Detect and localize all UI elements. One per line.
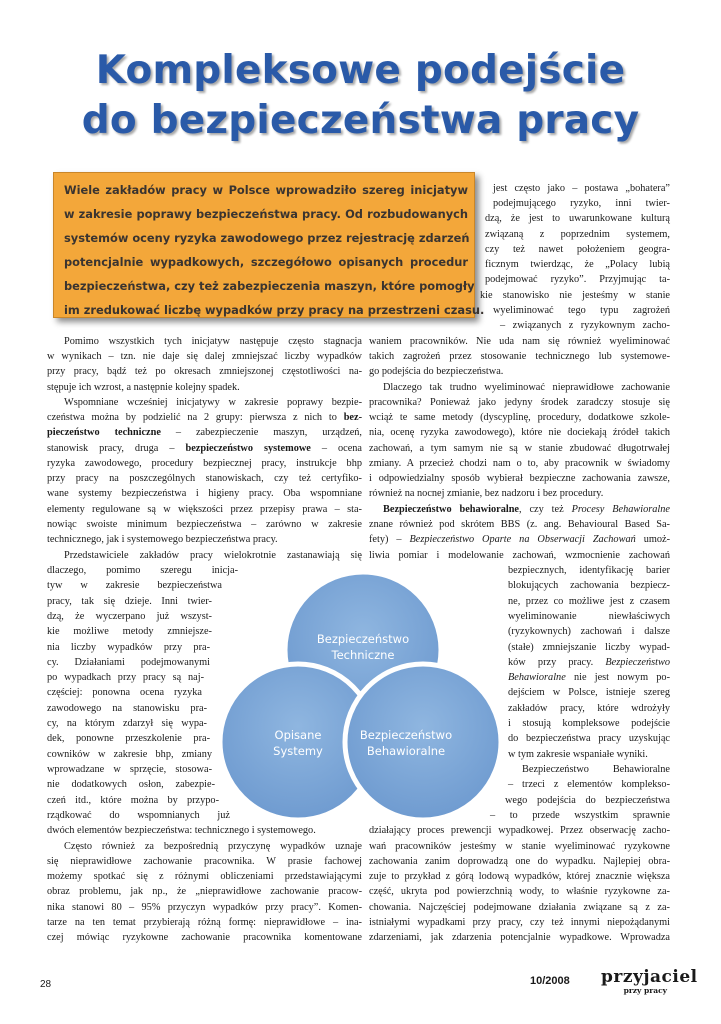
body-line: wego podejścia do bezpieczeństwa: [505, 795, 670, 806]
body-line: (stałe) zmniejszanie liczby wypad-: [508, 642, 670, 653]
body-line: w tym zakresie wspaniałe wyniki.: [508, 749, 648, 760]
lead-line: Wiele zakładów pracy w Polsce wprowadziło szereg inicjatyw: [64, 183, 468, 197]
body-line: [508, 670, 670, 685]
body-line: wciąż te same metody (dyscyplinę, procedury, dodatkowe szkole-: [369, 412, 670, 423]
lead-line: w zakresie poprawy bezpieczeństwa pracy. Od rozbudowanych: [64, 207, 468, 221]
body-text: umoż-: [635, 534, 671, 545]
body-line: nika stanowi 80 – 95% przyczyn wypadków przy pracy”. Komen-: [47, 902, 362, 913]
body-line: zmiany. A przecież chodzi nam o to, aby pracownik w świadomy: [369, 458, 670, 469]
body-line: tarze na ten temat przybierają różną formę: nieprawidłowe – ina-: [47, 917, 362, 928]
body-text: fety) –: [369, 534, 410, 545]
body-line: zdarzeniami, jak zdarzenia potencjalnie wypadkowe. Wprowadza: [369, 932, 670, 943]
body-line: cy. Działaniami podejmowanymi: [47, 657, 210, 668]
body-italic-text: Procesy Behawioralne: [571, 504, 671, 515]
body-line: obraz problemu, jak np., że „nieprawidłowe zachowanie pracow-: [47, 886, 362, 897]
body-line: takich zagrożeń przez stosowanie technicznego lub systemowe-: [369, 351, 670, 362]
body-line: wań pracowników jesteśmy w stanie wyeliminować ryzykowne: [369, 841, 670, 852]
body-line: kie możliwe metody zmniejsze-: [47, 626, 212, 637]
body-text: – zabezpieczenie maszyn, urządzeń,: [160, 427, 362, 438]
body-line: ne, przez co możliwe jest z czasem: [508, 596, 670, 607]
body-line: chowania. Najczęściej podejmowane działania związane są z za-: [369, 902, 670, 913]
body-line: dzą, że wyczerpano już wszyst-: [47, 611, 212, 622]
page-number: 28: [40, 979, 52, 990]
body-bold-text: bezpieczeństwo systemowe: [185, 443, 311, 454]
label-behavioral-1: Bezpieczeństwo: [359, 728, 453, 742]
body-line: bezpiecznych, identyfikację barier: [508, 565, 670, 576]
lead-line: im zredukować liczbę wypadków przy pracy na przestrzeni czasu.: [64, 303, 485, 317]
body-line: istniałymi wypadkami przy pracy, czy też innymi niepożądanymi: [369, 917, 670, 928]
body-line: stępuje ich wzrost, a następnie kolejny spadek.: [47, 382, 240, 393]
body-line: [383, 502, 670, 517]
magazine-logo-sub: przy pracy: [623, 986, 667, 995]
title-line-1: Kompleksowe podejście: [95, 48, 626, 93]
body-line: zawodowego na stanowisku pra-: [47, 703, 207, 714]
body-line: jest często jako – postawa „bohatera”: [493, 183, 670, 194]
body-text: nie jest nowym po-: [565, 672, 670, 683]
lead-line: potencjalnie wypadkowych, szczegółowo opisanych procedur: [64, 255, 468, 269]
body-line: zachowania zanim doprowadzą one do wypadku. Najlepiej obra-: [369, 856, 670, 867]
body-line: rządkować do wspomnianych już: [47, 810, 230, 821]
body-line: nowiąc swoiste minimum bezpieczeństwa – zarówno w zakresie: [47, 519, 362, 530]
body-line: cowników w zakresie bhp, zmiany: [47, 749, 212, 760]
body-line: dwóch elementów bezpieczeństwa: technicznego i systemowego.: [47, 825, 316, 836]
body-line: blokujących zachowania bezpiecz-: [508, 580, 670, 591]
body-line: część, ukryta pod powierzchnią wody, to właśnie ryzykowne za-: [369, 886, 670, 897]
body-line: wyeliminować tego typu zagrożeń: [493, 305, 670, 316]
body-line: waniem pracowników. Nie uda nam się również wyeliminować: [369, 336, 670, 347]
body-line: pracownika? Ponieważ jako jedyny środek zaradczy stosuje się: [369, 397, 670, 408]
body-line: związaną z poprzednim systemem,: [485, 229, 670, 240]
body-line: dlaczego, pomimo szeregu inicja-: [47, 565, 238, 576]
body-line: zakładów pracy, które wdrożyły: [508, 703, 670, 714]
body-line: przy pracy, bądź też po okresach zmniejszonej częstotliwości na-: [47, 366, 362, 377]
body-line: tyw w zakresie bezpieczeństwa: [47, 580, 222, 591]
issue-number: 10/2008: [530, 975, 570, 987]
body-text: stanowisk pracy, druga –: [47, 443, 186, 454]
body-line: podejmującego ryzyko, inni twier-: [493, 198, 670, 209]
body-line: – trzeci z elementów komplekso-: [508, 779, 670, 790]
body-text: ków przy pracy.: [508, 657, 606, 668]
body-line: zuje to przykład z górą lodową wypadków, której znacznie większa: [369, 871, 670, 882]
body-line: również na nocnej zmianie, bez nadzoru i bez procedury.: [369, 488, 604, 499]
body-line: nie dodatkowych osłon, zabezpie-: [47, 779, 215, 790]
label-technical-2: Techniczne: [331, 648, 395, 662]
body-line: [47, 441, 362, 456]
lead-box: [53, 172, 485, 318]
body-line: – to przede wszystkim sprawnie: [490, 810, 670, 821]
body-line: czej mówiąc ryzykowne zachowanie pracownika komentowane: [47, 932, 362, 943]
body-line: [47, 425, 362, 440]
circle-behavioral: [345, 664, 501, 820]
body-line: kie stanowisko nie jesteśmy w stanie: [480, 290, 670, 301]
body-text: czeństwa można by podzielić na 2 grupy: pierwsza z nich to: [47, 412, 344, 423]
magazine-logo: przyjaciel: [601, 967, 698, 987]
body-line: Wspomniane wcześniej inicjatywy w zakresie poprawy bezpie-: [64, 397, 362, 408]
body-line: zachowań, a tym samym nie są w stanie zbudować długotrwałej: [369, 443, 670, 454]
body-italic-text: Bezpieczeństwo: [605, 657, 670, 668]
body-line: go podejścia do bezpieczeństwa.: [369, 366, 504, 377]
body-line: dejściem w Polsce, istnieje szereg: [508, 687, 670, 698]
body-line: dek, ponowne przeszkolenie pra-: [47, 733, 210, 744]
body-line: czy też nawet położeniem geogra-: [485, 244, 670, 255]
label-systems-1: Opisane: [274, 728, 322, 742]
body-text: , czy też: [519, 504, 572, 515]
body-line: częściej: ponowna ocena ryzyka: [47, 687, 202, 698]
label-systems-2: Systemy: [273, 744, 323, 758]
body-italic-text: Behawioralne: [508, 672, 566, 683]
body-bold-text: bez-: [343, 412, 362, 423]
body-line: się nieprawidłowe zachowanie pracownika. W prasie fachowej: [47, 856, 362, 867]
body-line: – związanych z ryzykownym zacho-: [500, 320, 670, 331]
body-italic-text: Bezpieczeństwo Oparte na Obserwacji Zachowań: [409, 534, 636, 545]
venn-diagram: [218, 570, 508, 835]
body-line: znane również pod skrótem BBS (z. ang. Behavioural Based Sa-: [369, 519, 670, 530]
body-line: dzą, że jest to uwarunkowane kulturą: [485, 213, 670, 224]
body-line: Przedstawiciele zakładów pracy wielokrotnie zastanawiają się: [64, 550, 362, 561]
body-bold-text: pieczeństwo techniczne: [47, 427, 161, 438]
body-line: i odpowiedzialny sposób wybierał bezpieczne zachowania zawsze,: [369, 473, 670, 484]
body-text: – ocena: [310, 443, 363, 454]
body-bold-text: Bezpieczeństwo behawioralne: [383, 504, 520, 515]
body-line: ficznym twierdząc, że „Polacy lubią: [485, 259, 670, 270]
body-line: możemy spotkać się z różnymi obliczeniami przedstawiającymi: [47, 871, 362, 882]
lead-line: bezpieczeństwa, czy też zabezpieczenia maszyn, które pomogły: [64, 279, 475, 293]
body-line: czeń itd., które można by przypo-: [47, 795, 219, 806]
label-behavioral-2: Behawioralne: [366, 744, 446, 758]
body-line: w wynikach – tzn. nie daje się dalej zmniejszać liczby wypadków: [47, 351, 362, 362]
body-line: po wypadkach przy pracy są naj-: [47, 672, 204, 683]
body-line: nia liczby wypadków przy pra-: [47, 642, 210, 653]
lead-text: [64, 178, 485, 322]
body-line: pracy, tak się dzieje. Inni twier-: [47, 596, 212, 607]
body-line: [508, 655, 670, 670]
body-line: cy, na którym zdarzył się wypa-: [47, 718, 207, 729]
body-line: elementy regulowane są w większości przez przepisy prawa – sta-: [47, 504, 362, 515]
body-line: Pomimo wszystkich tych inicjatyw następuje często stagnacja: [64, 336, 362, 347]
body-line: przy pracy na poszczególnych stanowiskach, czy też certyfiko-: [47, 473, 362, 484]
body-line: liwia pomiar i modelowanie zachowań, wzmocnienie zachowań: [369, 550, 670, 561]
body-line: [47, 410, 362, 425]
body-line: podejmować ryzyko”. Przyjmując ta-: [485, 274, 670, 285]
page-title: [0, 46, 721, 146]
body-line: ryzyka zawodowego, procedury bezpiecznej pracy, instrukcje bhp: [47, 458, 362, 469]
lead-line: systemów oceny ryzyka zawodowego przez rejestrację zdarzeń: [64, 231, 470, 245]
body-line: wprowadzane w sprzęcie, stosowa-: [47, 764, 212, 775]
body-line: działający proces prewencji wypadkowej. Przez obserwację zacho-: [369, 825, 670, 836]
body-line: do bezpieczeństwa pracy uzyskując: [508, 733, 670, 744]
body-line: wyeliminowanie niewłaściwych: [508, 611, 670, 622]
body-line: i stosują kompleksowe podejście: [508, 718, 670, 729]
body-line: (ryzykownych) zachowań i dalsze: [508, 626, 670, 637]
body-line: wane systemy bezpieczeństwa i higieny pracy. Oba wspomniane: [47, 488, 362, 499]
body-line: [369, 532, 670, 547]
body-line: Dlaczego tak trudno wyeliminować nieprawidłowe zachowanie: [383, 382, 670, 393]
body-line: technicznego, jak i systemowego bezpieczeństwa pracy.: [47, 534, 278, 545]
body-line: nia, ocenę ryzyka zawodowego), które nie dociekają źródeł takich: [369, 427, 670, 438]
label-technical-1: Bezpieczeństwo: [316, 632, 410, 646]
title-line-2: do bezpieczeństwa pracy: [81, 98, 640, 143]
body-line: Bezpieczeństwo Behawioralne: [522, 764, 670, 775]
body-line: Często również za bezpośrednią przyczynę wypadków uznaje: [64, 841, 362, 852]
